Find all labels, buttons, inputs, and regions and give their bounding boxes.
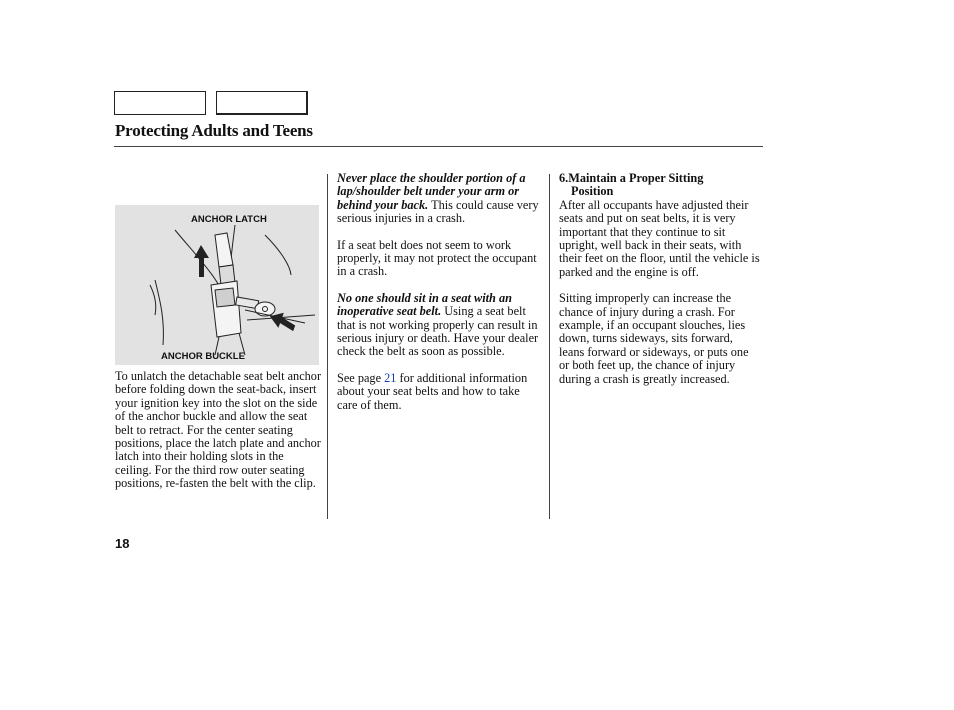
column-3 bbox=[559, 172, 761, 399]
anchor-buckle-label: ANCHOR BUCKLE bbox=[161, 351, 245, 362]
nav-tab-main-menu[interactable] bbox=[114, 91, 206, 115]
page-number: 18 bbox=[115, 536, 130, 551]
warning-inoperative-belt-emphasis: No one should sit in a seat with an inoperative seat belt. bbox=[337, 290, 512, 319]
belt-malfunction-paragraph: If a seat belt does not seem to work properly, it may not protect the occupant in a crash. bbox=[337, 237, 537, 279]
column-1 bbox=[115, 370, 323, 504]
page-reference-link[interactable]: 21 bbox=[384, 370, 397, 385]
warning-inoperative-belt-text: Using a seat belt that is not working properly can result in serious injury or death. Have your dealer check the belt as soon as possible. bbox=[337, 304, 539, 359]
warning-shoulder-belt-text: This could cause very serious injuries in a crash. bbox=[337, 197, 539, 226]
header-rule bbox=[114, 146, 763, 147]
warning-inoperative-belt bbox=[337, 292, 543, 359]
see-page-paragraph: See page 21 for additional information about your seat belts and how to take care of them. bbox=[337, 370, 528, 412]
sitting-position-heading: 6.Maintain a Proper Sitting Position bbox=[559, 171, 704, 199]
column-divider-1 bbox=[327, 174, 328, 519]
unlatch-instructions: To unlatch the detachable seat belt anchor before folding down the seat-back, insert your ignition key into the slot on the side of the anchor buckle and allow the seat belt to retract. For the center seating positions, place the latch plate and anchor latch into their holding slots in the ceiling. For the third row outer seating positions, re-fasten the belt with the clip. bbox=[115, 369, 322, 491]
anchor-latch-label: ANCHOR LATCH bbox=[191, 214, 267, 225]
nav-tab-table-of-contents[interactable] bbox=[216, 91, 308, 115]
anchor-diagram-drawing bbox=[115, 205, 319, 365]
sitting-paragraph-2: Sitting improperly can increase the chance of injury during a crash. For example, if an occupant slouches, lies down, turns sideways, sits forward, leans forward or sideways, or puts one or both feet up, the chance of injury during a crash is greatly increased. bbox=[559, 291, 749, 386]
column-2 bbox=[337, 172, 543, 425]
warning-shoulder-belt-emphasis: Never place the shoulder portion of a lap/shoulder belt under your arm or behind your back. bbox=[337, 171, 526, 212]
section-title: Protecting Adults and Teens bbox=[115, 121, 313, 140]
sitting-paragraph-1: After all occupants have adjusted their seats and put on seat belts, it is very important that they continue to sit upright, well back in their seats, with their feet on the floor, until the vehicle is parked and the engine is off. bbox=[559, 197, 760, 279]
column-divider-2 bbox=[549, 174, 550, 519]
warning-shoulder-belt bbox=[337, 172, 543, 226]
seat-belt-anchor-illustration bbox=[115, 205, 319, 365]
